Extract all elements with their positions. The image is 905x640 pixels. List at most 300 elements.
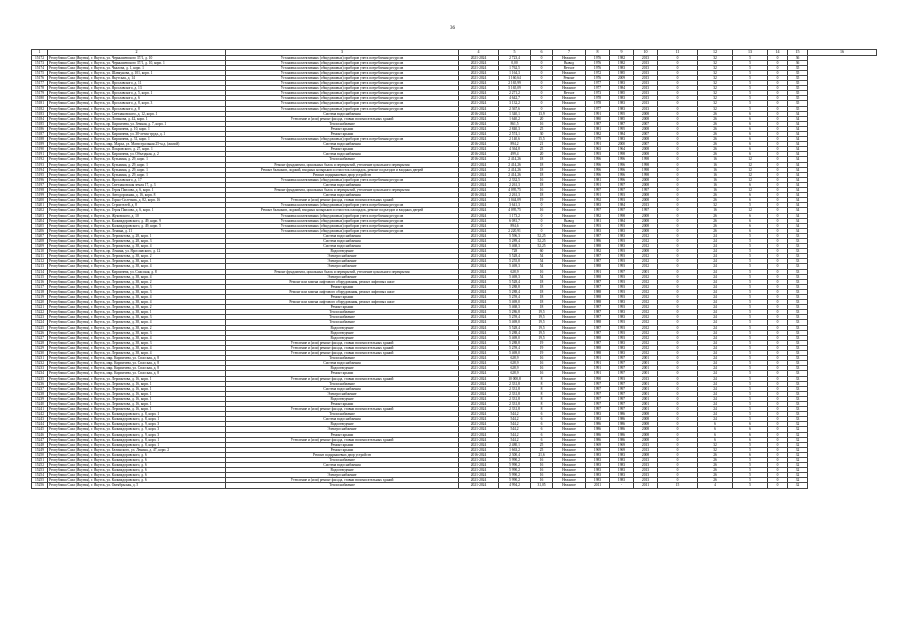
table-cell: 1987: [586, 233, 610, 238]
table-cell: 1986: [586, 432, 610, 437]
table-cell: Нежилое: [553, 70, 586, 75]
table-cell: 2013: [634, 458, 658, 463]
table-cell: 16: [531, 463, 553, 468]
table-cell: 24: [698, 249, 733, 254]
table-cell: 2012: [634, 351, 658, 356]
table-cell: Ремонт крыши: [226, 284, 459, 289]
table-cell: 16: [531, 366, 553, 371]
table-cell: 2012: [634, 300, 658, 305]
table-cell: Республика Саха (Якутия), г. Якутск, ул. Чкалова, д. 1, корп. 1: [48, 65, 226, 70]
table-cell: 24: [698, 320, 733, 325]
table-cell: Республика Саха (Якутия), г. Якутск, ул. Ярославского, д. 5, корп. 1: [48, 91, 226, 96]
column-header: 11: [658, 50, 698, 56]
table-cell: 1997: [610, 269, 634, 274]
table-cell: Республика Саха (Якутия), г. Якутск, ул. Ленина, д. 11: [48, 228, 226, 233]
table-cell: 34: [788, 116, 808, 121]
table-cell: 6: [733, 142, 768, 147]
table-cell: 0: [658, 254, 698, 259]
table-cell: 25: [531, 147, 553, 152]
table-cell: 32: [788, 442, 808, 447]
table-cell: 1983: [586, 412, 610, 417]
table-cell: 15234: [32, 371, 48, 376]
table-cell: 1973: [586, 91, 610, 96]
table-cell: 1987: [610, 121, 634, 126]
table-cell: 544,2: [499, 432, 531, 437]
table-cell: Нежилое: [553, 274, 586, 279]
table-cell: 2009: [610, 75, 634, 80]
table-cell: 1997: [610, 381, 634, 386]
table-cell: 5: [733, 315, 768, 320]
table-cell: 32: [698, 106, 733, 111]
table-cell: Республика Саха (Якутия), г. Якутск, ул. Кальвадоровского, д. 9, корп. 3: [48, 427, 226, 432]
table-cell: 544,2: [499, 417, 531, 422]
table-cell: 1982: [610, 60, 634, 65]
table-cell: Электроснабжение: [226, 259, 459, 264]
table-cell: 2021-2024: [459, 295, 499, 300]
table-cell: Республика Саха (Якутия), г. Якутск, ул. Кальвадоровского, д. 8, корп. 1: [48, 442, 226, 447]
table-cell: 2012: [634, 315, 658, 320]
table-cell: Нежилое: [553, 142, 586, 147]
table-cell: Республика Саха (Якутия), г. Якутск, ул. Светлановского, д. 12, корп. 1: [48, 111, 226, 116]
table-cell: 5: [733, 483, 768, 488]
table-cell: 5: [733, 81, 768, 86]
table-cell: 5: [733, 60, 768, 65]
table-cell: Утепление и (или) ремонт фасада, ставни вспомогательных зданий: [226, 340, 459, 345]
table-cell: Система водоснабжения: [226, 193, 459, 198]
table-cell: Республика Саха (Якутия), г. Якутск, пр. Ленина, ул. Ярославского, д. 12: [48, 249, 226, 254]
table-cell: 2021-2024: [459, 335, 499, 340]
table-cell: 1993: [610, 259, 634, 264]
column-header: 5: [499, 50, 531, 56]
table-cell: 6: [733, 147, 768, 152]
table-cell: Утепление и (или) ремонт фасада, ставни вспомогательных зданий: [226, 407, 459, 412]
table-cell: Республика Саха (Якутия), г. Якутск, мкр. Кирпичева, ул. Спасская, д. 8: [48, 356, 226, 361]
table-cell: 1983: [610, 137, 634, 142]
table-cell: 0: [658, 458, 698, 463]
table-cell: 1991: [586, 193, 610, 198]
table-cell: 2021-2024: [459, 437, 499, 442]
table-cell: 0: [768, 65, 788, 70]
table-cell: 2 300,4: [499, 452, 531, 457]
table-cell: 6: [733, 111, 768, 116]
table-cell: 1998: [634, 167, 658, 172]
table-cell: 1983: [610, 300, 634, 305]
table-cell: 2021-2024: [459, 468, 499, 473]
table-cell: 1986: [610, 417, 634, 422]
table-cell: 0: [658, 152, 698, 157]
table-cell: 34: [788, 111, 808, 116]
table-cell: Ремонт подкрышевых двор устройств: [226, 452, 459, 457]
table-cell: 2 331,8: [499, 391, 531, 396]
table-cell: Республика Саха (Якутия), г. Якутск, мкр. Кирпичева, ул. Спасская, д. 8: [48, 366, 226, 371]
table-cell: 0: [658, 432, 698, 437]
table-cell: 6: [733, 228, 768, 233]
table-cell: 2001: [634, 407, 658, 412]
table-cell: 0: [658, 142, 698, 147]
table-cell: 5: [733, 203, 768, 208]
table-cell: 1997: [610, 361, 634, 366]
table-cell: 16: [698, 167, 733, 172]
table-cell: 20: [531, 152, 553, 157]
table-cell: Республика Саха (Якутия), г. Якутск, ул. Лермонтова, д. 38, корп. 1: [48, 259, 226, 264]
table-cell: 0: [768, 147, 788, 152]
table-cell: 1998: [634, 172, 658, 177]
table-cell: Нежилое: [553, 300, 586, 305]
table-cell: 0: [768, 60, 788, 65]
table-cell: 2 840,3: [499, 126, 531, 131]
table-cell: Система водоснабжения: [226, 244, 459, 249]
table-cell: Система водоснабжения: [226, 111, 459, 116]
table-cell: 34: [788, 121, 808, 126]
table-cell: 2008: [634, 412, 658, 417]
table-cell: 6: [531, 412, 553, 417]
table-cell: 2001: [634, 401, 658, 406]
table-cell: 33: [788, 269, 808, 274]
table-cell: 15176: [32, 75, 48, 80]
table-cell: 1988: [586, 295, 610, 300]
table-cell: 15254: [32, 473, 48, 478]
table-cell: Республика Саха (Якутия), г. Якутск, ул. Ярославского, д. 13: [48, 86, 226, 91]
table-cell: 1983: [610, 65, 634, 70]
table-cell: Республика Саха (Якутия), г. Якутск, ул. Горно-Сплетник, д. 82, корп. 16: [48, 198, 226, 203]
table-cell: 34: [788, 157, 808, 162]
table-cell: 1988: [586, 274, 610, 279]
table-cell: 24: [698, 254, 733, 259]
table-cell: 0: [658, 289, 698, 294]
table-cell: 0: [768, 305, 788, 310]
table-cell: 34: [788, 218, 808, 223]
table-cell: 2021-2024: [459, 259, 499, 264]
column-header: 9: [610, 50, 634, 56]
table-cell: 6: [733, 432, 768, 437]
table-cell: 24: [698, 391, 733, 396]
table-cell: 32: [698, 101, 733, 106]
table-cell: 32: [788, 478, 808, 483]
table-cell: 18: [531, 279, 553, 284]
table-cell: 15249: [32, 447, 48, 452]
table-cell: 5: [733, 254, 768, 259]
table-cell: Республика Саха (Якутия), г. Якутск, ул. Белинского, ул. Ленина, д. 47, корп. 2: [48, 447, 226, 452]
table-cell: 15242: [32, 412, 48, 417]
table-cell: 2021-2024: [459, 116, 499, 121]
table-cell: Республика Саха (Якутия), г. Якутск, ул. Лермонтова, д. 38, корп. 2: [48, 325, 226, 330]
table-cell: 2021-2024: [459, 300, 499, 305]
table-cell: 1 762,5: [499, 65, 531, 70]
table-cell: 0: [658, 356, 698, 361]
table-cell: 1 640,2: [499, 116, 531, 121]
table-cell: 18: [531, 172, 553, 177]
table-cell: 2008: [634, 126, 658, 131]
table-cell: 2008: [634, 452, 658, 457]
table-cell: 2021-2024: [459, 60, 499, 65]
table-cell: 2016-2024: [459, 157, 499, 162]
table-cell: Республика Саха (Якутия), г. Якутск, мкр. Кирпичева, ул. Спасская, д. 8: [48, 361, 226, 366]
table-cell: 1983: [610, 452, 634, 457]
table-cell: 0: [768, 188, 788, 193]
table-cell: 1993: [610, 305, 634, 310]
table-cell: 2016-2024: [459, 193, 499, 198]
table-cell: 6: [733, 132, 768, 137]
table-cell: 5: [733, 356, 768, 361]
table-cell: 0: [658, 126, 698, 131]
table-cell: 5 286,8: [499, 310, 531, 315]
table-cell: Система водоснабжения: [226, 142, 459, 147]
table-cell: 15195: [32, 172, 48, 177]
table-cell: 1993: [610, 335, 634, 340]
table-cell: 32: [788, 458, 808, 463]
table-cell: 0: [658, 111, 698, 116]
table-cell: 1986: [586, 437, 610, 442]
table-cell: 32: [698, 65, 733, 70]
table-cell: 1997: [610, 182, 634, 187]
table-cell: 33: [788, 244, 808, 249]
table-cell: 0: [531, 106, 553, 111]
table-cell: Теплоснабжение: [226, 381, 459, 386]
table-cell: 15255: [32, 478, 48, 483]
table-cell: Нежилое: [553, 208, 586, 213]
table-cell: 5: [733, 101, 768, 106]
table-cell: 34: [788, 182, 808, 187]
table-cell: Водоотведение: [226, 468, 459, 473]
table-cell: 26: [698, 116, 733, 121]
table-cell: 5 288,4: [499, 289, 531, 294]
table-cell: Нежилое: [553, 157, 586, 162]
table-cell: Республика Саха (Якутия), г. Якутск, ул. Лермонтова, д. 38, корп. 2: [48, 279, 226, 284]
table-cell: 18: [531, 182, 553, 187]
table-cell: 0: [658, 116, 698, 121]
table-cell: 5: [733, 396, 768, 401]
table-cell: Республика Саха (Якутия), г. Якутск, ул. Кальвадоровского, д. 6: [48, 468, 226, 473]
table-cell: 2021-2024: [459, 198, 499, 203]
table-cell: Ремонт крыши: [226, 147, 459, 152]
table-cell: Нежилое: [553, 188, 586, 193]
table-cell: 6: [733, 427, 768, 432]
table-cell: 15216: [32, 279, 48, 284]
table-cell: Установка коллективных (общедомовых) приборов учета потребления ресурсов: [226, 101, 459, 106]
table-cell: Нежилое: [553, 101, 586, 106]
table-cell: Республика Саха (Якутия), г. Якутск, ул. Лермонтова, д. 16, корп. 1: [48, 376, 226, 381]
table-cell: 5: [733, 310, 768, 315]
table-cell: 544,2: [499, 427, 531, 432]
table-cell: Установка коллективных (общедомовых) приборов учета потребления ресурсов: [226, 218, 459, 223]
table-cell: Республика Саха (Якутия), г. Якутск, ул. Лермонтова, д. 16, корп. 1: [48, 396, 226, 401]
table-cell: 0: [768, 213, 788, 218]
table-cell: 6: [733, 223, 768, 228]
table-cell: Ремонт крыши: [226, 305, 459, 310]
table-cell: Нежилое: [553, 259, 586, 264]
table-cell: Республика Саха (Якутия), г. Якутск, ул. Лермонтова, д. 16, корп. 1: [48, 391, 226, 396]
table-cell: 2021-2024: [459, 315, 499, 320]
table-cell: 15221: [32, 305, 48, 310]
table-cell: 1978: [586, 101, 610, 106]
table-cell: 0: [658, 422, 698, 427]
table-cell: Система водоснабжения: [226, 361, 459, 366]
table-cell: 15247: [32, 437, 48, 442]
table-cell: 2021-2024: [459, 55, 499, 60]
table-cell: 5 288,8: [499, 340, 531, 345]
table-cell: 16: [698, 157, 733, 162]
table-cell: 1997: [586, 396, 610, 401]
table-cell: 0: [658, 417, 698, 422]
table-cell: 2 723,4: [499, 55, 531, 60]
table-cell: 35: [788, 91, 808, 96]
table-cell: 0: [658, 371, 698, 376]
table-cell: Республика Саха (Якутия), г. Якутск, ул. Лермонтова, д. 16, корп. 1: [48, 381, 226, 386]
table-cell: 33: [788, 305, 808, 310]
table-cell: 1972: [586, 70, 610, 75]
table-cell: Республика Саха (Якутия), г. Якутск, ул. Лермонтова, д. 16, корп. 1: [48, 407, 226, 412]
table-cell: 32: [788, 427, 808, 432]
table-cell: 2021-2024: [459, 65, 499, 70]
table-cell: 2012: [634, 310, 658, 315]
table-cell: 12: [733, 167, 768, 172]
table-cell: Нежилое: [553, 463, 586, 468]
table-cell: Нежилое: [553, 473, 586, 478]
table-cell: 4: [698, 483, 733, 488]
table-cell: Республика Саха (Якутия), г. Якутск, ул. Кирпичева, д. 31, корп. 1: [48, 137, 226, 142]
table-cell: 1983: [610, 101, 634, 106]
table-cell: 1 164,3: [499, 70, 531, 75]
table-cell: Электроснабжение: [226, 274, 459, 279]
table-cell: 5: [733, 249, 768, 254]
table-cell: 35: [788, 65, 808, 70]
table-cell: 26: [698, 463, 733, 468]
table-cell: 26: [698, 132, 733, 137]
table-cell: 2001: [634, 269, 658, 274]
table-cell: 34: [788, 137, 808, 142]
table-cell: 26: [698, 468, 733, 473]
table-cell: 1983: [586, 203, 610, 208]
table-cell: 15207: [32, 233, 48, 238]
table-cell: 2021-2024: [459, 81, 499, 86]
table-cell: 2001: [634, 361, 658, 366]
table-cell: 0: [768, 473, 788, 478]
table-cell: 2021-2024: [459, 208, 499, 213]
table-cell: 24: [698, 351, 733, 356]
table-cell: 33: [788, 361, 808, 366]
table-cell: 1993: [610, 249, 634, 254]
column-header: 8: [586, 50, 610, 56]
table-cell: 2001: [634, 356, 658, 361]
table-cell: 1991: [586, 361, 610, 366]
table-cell: 2 220,91: [499, 228, 531, 233]
table-cell: 6: [531, 437, 553, 442]
table-cell: Нежилое: [553, 289, 586, 294]
table-cell: 1983: [610, 345, 634, 350]
table-cell: 8: [531, 391, 553, 396]
table-cell: 0: [658, 274, 698, 279]
table-cell: 2012: [634, 254, 658, 259]
table-cell: 0: [658, 284, 698, 289]
table-cell: 0: [658, 121, 698, 126]
table-cell: Ремонт крыши: [226, 432, 459, 437]
table-cell: 6: [698, 427, 733, 432]
table-cell: 1979: [586, 137, 610, 142]
table-cell: 0: [768, 345, 788, 350]
table-cell: 1991: [586, 142, 610, 147]
table-cell: 0: [658, 305, 698, 310]
table-cell: 19,5: [531, 315, 553, 320]
table-cell: 2008: [634, 437, 658, 442]
table-cell: 16: [531, 468, 553, 473]
table-cell: 628,9: [499, 269, 531, 274]
table-cell: Нежилое: [553, 223, 586, 228]
table-cell: 1981: [586, 126, 610, 131]
table-cell: 6: [733, 452, 768, 457]
table-cell: 16: [698, 188, 733, 193]
table-cell: 34: [788, 213, 808, 218]
table-cell: 54: [531, 264, 553, 269]
table-cell: 0: [768, 269, 788, 274]
table-cell: Утепление и (или) ремонт фасада, ставни вспомогательных зданий: [226, 376, 459, 381]
table-cell: 5: [733, 468, 768, 473]
table-cell: 1997: [610, 407, 634, 412]
table-cell: 0: [658, 381, 698, 386]
table-cell: 0: [768, 86, 788, 91]
table-cell: 2012: [634, 274, 658, 279]
table-cell: 15213: [32, 264, 48, 269]
table-cell: 0: [658, 473, 698, 478]
table-cell: Установка коллективных (общедомовых) приборов учета потребления ресурсов: [226, 137, 459, 142]
table-cell: 2013: [634, 70, 658, 75]
table-cell: 861,5: [499, 121, 531, 126]
table-cell: 2021-2024: [459, 305, 499, 310]
table-cell: 16: [698, 172, 733, 177]
table-cell: Установка коллективных (общедомовых) приборов учета потребления ресурсов: [226, 213, 459, 218]
table-cell: 2007: [634, 132, 658, 137]
table-cell: 15196: [32, 177, 48, 182]
table-cell: 33: [788, 391, 808, 396]
table-cell: 5 259,4: [499, 345, 531, 350]
table-cell: 4 095,75: [499, 208, 531, 213]
table-cell: 0: [531, 101, 553, 106]
table-cell: Нежилое: [553, 345, 586, 350]
table-cell: 1983: [586, 473, 610, 478]
table-cell: 32: [788, 422, 808, 427]
table-cell: 0: [658, 132, 698, 137]
table-cell: 2021-2024: [459, 218, 499, 223]
table-cell: 2008: [634, 152, 658, 157]
table-cell: Нежилое: [553, 325, 586, 330]
table-cell: 5: [733, 412, 768, 417]
table-cell: Республика Саха (Якутия), г. Якутск, ул. Кальвадоровского, д. 8, корп. 1: [48, 437, 226, 442]
table-cell: 35: [788, 101, 808, 106]
table-cell: 33: [788, 264, 808, 269]
table-cell: 2012: [634, 305, 658, 310]
table-cell: Нежилое: [553, 391, 586, 396]
table-row: [32, 483, 877, 488]
table-cell: 34: [788, 172, 808, 177]
table-cell: 1993: [586, 223, 610, 228]
table-cell: 0: [658, 96, 698, 101]
table-cell: 15185: [32, 121, 48, 126]
table-cell: Нежилое: [553, 213, 586, 218]
table-cell: Республика Саха (Якутия), г. Якутск, ул. Лермонтова, д. 38, корп. 4: [48, 345, 226, 350]
table-cell: 1977: [586, 106, 610, 111]
table-cell: 5 165,09: [499, 86, 531, 91]
table-cell: 26: [698, 137, 733, 142]
table-cell: 0: [768, 468, 788, 473]
table-cell: 15217: [32, 284, 48, 289]
table-cell: 2021-2024: [459, 330, 499, 335]
table-cell: 1963: [586, 147, 610, 152]
table-cell: 1987: [586, 254, 610, 259]
table-cell: 0: [768, 401, 788, 406]
table-cell: 2021-2024: [459, 228, 499, 233]
table-cell: 24: [698, 381, 733, 386]
table-cell: Республика Саха (Якутия), г. Якутск, ул. Кальвадоровского, д. 6: [48, 452, 226, 457]
table-cell: Республика Саха (Якутия), г. Якутск, ул. Лермонтова, д. 38, корп. 1: [48, 310, 226, 315]
